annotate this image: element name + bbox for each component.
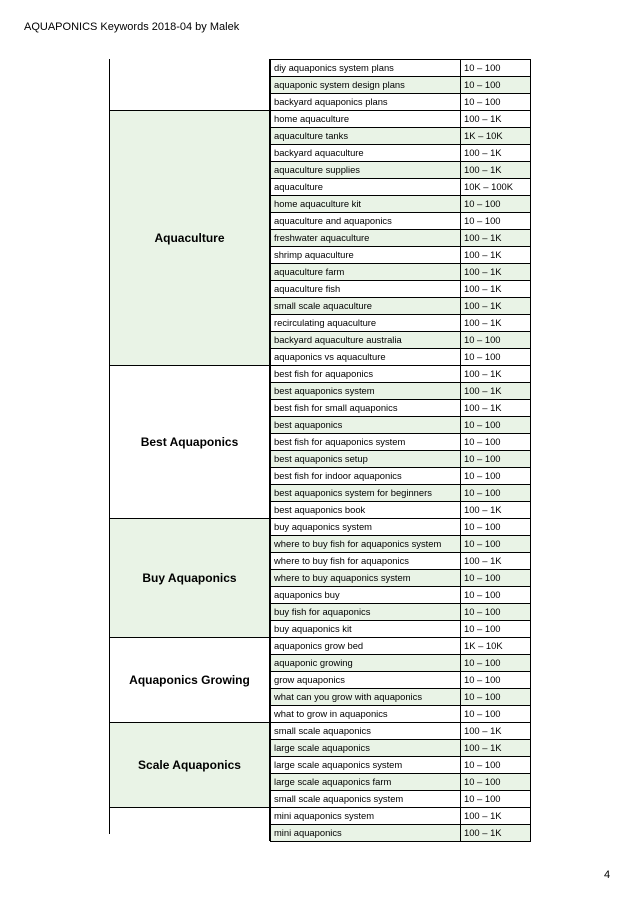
table-row bbox=[271, 791, 531, 808]
table-row bbox=[271, 774, 531, 791]
search-volume-cell: 100 – 1K bbox=[461, 723, 531, 740]
keyword-group bbox=[110, 637, 270, 722]
table-row bbox=[271, 451, 531, 468]
group-label: Buy Aquaponics bbox=[142, 570, 237, 585]
search-volume-cell: 10 – 100 bbox=[461, 60, 531, 77]
search-volume-cell: 10 – 100 bbox=[461, 332, 531, 349]
group-divider bbox=[109, 807, 270, 808]
keyword-cell: aquaponic system design plans bbox=[271, 77, 461, 94]
table-row bbox=[271, 94, 531, 111]
table-row bbox=[271, 808, 531, 825]
keyword-cell: diy aquaponics system plans bbox=[271, 60, 461, 77]
table-row bbox=[271, 723, 531, 740]
keyword-group bbox=[110, 518, 270, 637]
keyword-cell: small scale aquaponics bbox=[271, 723, 461, 740]
search-volume-cell: 10 – 100 bbox=[461, 604, 531, 621]
keyword-cell: aquaponic growing bbox=[271, 655, 461, 672]
table-row bbox=[271, 655, 531, 672]
table-row bbox=[271, 502, 531, 519]
search-volume-cell: 100 – 1K bbox=[461, 230, 531, 247]
page-number: 4 bbox=[604, 869, 611, 881]
table-row bbox=[271, 264, 531, 281]
table-row bbox=[271, 621, 531, 638]
keyword-cell: mini aquaponics bbox=[271, 825, 461, 842]
group-divider bbox=[109, 365, 270, 366]
search-volume-cell: 10K – 100K bbox=[461, 179, 531, 196]
table-row bbox=[271, 553, 531, 570]
keyword-cell: aquaponics buy bbox=[271, 587, 461, 604]
search-volume-cell: 10 – 100 bbox=[461, 468, 531, 485]
search-volume-cell: 10 – 100 bbox=[461, 536, 531, 553]
table-row bbox=[271, 434, 531, 451]
table-row bbox=[271, 570, 531, 587]
keyword-cell: best aquaponics system bbox=[271, 383, 461, 400]
keyword-cell: shrimp aquaculture bbox=[271, 247, 461, 264]
search-volume-cell: 1K – 10K bbox=[461, 638, 531, 655]
search-volume-cell: 10 – 100 bbox=[461, 706, 531, 723]
table-row bbox=[271, 706, 531, 723]
keyword-cell: best fish for aquaponics system bbox=[271, 434, 461, 451]
search-volume-cell: 100 – 1K bbox=[461, 162, 531, 179]
keyword-table bbox=[270, 59, 531, 842]
table-row bbox=[271, 179, 531, 196]
table-row bbox=[271, 366, 531, 383]
search-volume-cell: 10 – 100 bbox=[461, 485, 531, 502]
table-row bbox=[271, 757, 531, 774]
group-divider bbox=[109, 518, 270, 519]
table-row bbox=[271, 247, 531, 264]
keyword-cell: best fish for aquaponics bbox=[271, 366, 461, 383]
search-volume-cell: 100 – 1K bbox=[461, 298, 531, 315]
table-row bbox=[271, 281, 531, 298]
table-row bbox=[271, 60, 531, 77]
keyword-cell: large scale aquaponics bbox=[271, 740, 461, 757]
keyword-cell: what can you grow with aquaponics bbox=[271, 689, 461, 706]
keyword-cell: backyard aquaponics plans bbox=[271, 94, 461, 111]
keyword-cell: where to buy fish for aquaponics system bbox=[271, 536, 461, 553]
table-row bbox=[271, 519, 531, 536]
keyword-cell: aquaculture bbox=[271, 179, 461, 196]
search-volume-cell: 100 – 1K bbox=[461, 400, 531, 417]
table-row bbox=[271, 485, 531, 502]
search-volume-cell: 10 – 100 bbox=[461, 774, 531, 791]
keyword-cell: aquaponics grow bed bbox=[271, 638, 461, 655]
table-row bbox=[271, 468, 531, 485]
group-divider bbox=[109, 110, 270, 111]
table-row bbox=[271, 417, 531, 434]
search-volume-cell: 100 – 1K bbox=[461, 383, 531, 400]
keyword-cell: buy aquaponics kit bbox=[271, 621, 461, 638]
keyword-group bbox=[110, 110, 270, 365]
keyword-cell: grow aquaponics bbox=[271, 672, 461, 689]
search-volume-cell: 10 – 100 bbox=[461, 451, 531, 468]
table-row bbox=[271, 400, 531, 417]
search-volume-cell: 10 – 100 bbox=[461, 689, 531, 706]
search-volume-cell: 100 – 1K bbox=[461, 145, 531, 162]
keyword-cell: recirculating aquaculture bbox=[271, 315, 461, 332]
search-volume-cell: 1K – 10K bbox=[461, 128, 531, 145]
table-row bbox=[271, 111, 531, 128]
keyword-cell: aquaculture supplies bbox=[271, 162, 461, 179]
keyword-group bbox=[110, 722, 270, 807]
search-volume-cell: 100 – 1K bbox=[461, 247, 531, 264]
table-row bbox=[271, 145, 531, 162]
table-row bbox=[271, 604, 531, 621]
search-volume-cell: 100 – 1K bbox=[461, 502, 531, 519]
table-row bbox=[271, 196, 531, 213]
search-volume-cell: 100 – 1K bbox=[461, 315, 531, 332]
table-row bbox=[271, 298, 531, 315]
table-row bbox=[271, 349, 531, 366]
table-row bbox=[271, 213, 531, 230]
table-row bbox=[271, 315, 531, 332]
keyword-cell: backyard aquaculture bbox=[271, 145, 461, 162]
table-row bbox=[271, 162, 531, 179]
table-row bbox=[271, 740, 531, 757]
search-volume-cell: 100 – 1K bbox=[461, 281, 531, 298]
keyword-cell: freshwater aquaculture bbox=[271, 230, 461, 247]
search-volume-cell: 100 – 1K bbox=[461, 366, 531, 383]
keyword-cell: best aquaponics bbox=[271, 417, 461, 434]
keyword-cell: aquaculture and aquaponics bbox=[271, 213, 461, 230]
group-label: Aquaponics Growing bbox=[129, 672, 250, 687]
table-row bbox=[271, 587, 531, 604]
keyword-cell: buy fish for aquaponics bbox=[271, 604, 461, 621]
keyword-cell: what to grow in aquaponics bbox=[271, 706, 461, 723]
keyword-cell: aquaculture tanks bbox=[271, 128, 461, 145]
keyword-cell: small scale aquaculture bbox=[271, 298, 461, 315]
table-row bbox=[271, 825, 531, 842]
search-volume-cell: 10 – 100 bbox=[461, 213, 531, 230]
keyword-group bbox=[110, 807, 270, 841]
keyword-cell: mini aquaponics system bbox=[271, 808, 461, 825]
keyword-group bbox=[110, 59, 270, 110]
document-header: AQUAPONICS Keywords 2018-04 by Malek bbox=[24, 21, 240, 33]
keyword-cell: aquaculture farm bbox=[271, 264, 461, 281]
search-volume-cell: 100 – 1K bbox=[461, 808, 531, 825]
keyword-cell: best aquaponics book bbox=[271, 502, 461, 519]
group-divider bbox=[109, 637, 270, 638]
keyword-cell: home aquaculture kit bbox=[271, 196, 461, 213]
search-volume-cell: 10 – 100 bbox=[461, 434, 531, 451]
keyword-cell: best fish for indoor aquaponics bbox=[271, 468, 461, 485]
search-volume-cell: 100 – 1K bbox=[461, 825, 531, 842]
keyword-cell: backyard aquaculture australia bbox=[271, 332, 461, 349]
search-volume-cell: 100 – 1K bbox=[461, 740, 531, 757]
keyword-cell: large scale aquaponics system bbox=[271, 757, 461, 774]
keyword-cell: home aquaculture bbox=[271, 111, 461, 128]
table-row bbox=[271, 383, 531, 400]
table-row bbox=[271, 536, 531, 553]
search-volume-cell: 10 – 100 bbox=[461, 757, 531, 774]
search-volume-cell: 10 – 100 bbox=[461, 417, 531, 434]
group-label: Aquaculture bbox=[154, 230, 225, 245]
group-divider bbox=[109, 722, 270, 723]
keyword-cell: aquaculture fish bbox=[271, 281, 461, 298]
search-volume-cell: 10 – 100 bbox=[461, 94, 531, 111]
keyword-cell: best aquaponics setup bbox=[271, 451, 461, 468]
table-row bbox=[271, 332, 531, 349]
search-volume-cell: 10 – 100 bbox=[461, 791, 531, 808]
keyword-cell: best aquaponics system for beginners bbox=[271, 485, 461, 502]
keyword-cell: large scale aquaponics farm bbox=[271, 774, 461, 791]
group-label: Scale Aquaponics bbox=[138, 757, 241, 772]
search-volume-cell: 10 – 100 bbox=[461, 621, 531, 638]
search-volume-cell: 100 – 1K bbox=[461, 111, 531, 128]
search-volume-cell: 10 – 100 bbox=[461, 77, 531, 94]
keyword-cell: where to buy aquaponics system bbox=[271, 570, 461, 587]
search-volume-cell: 10 – 100 bbox=[461, 570, 531, 587]
search-volume-cell: 10 – 100 bbox=[461, 672, 531, 689]
search-volume-cell: 100 – 1K bbox=[461, 264, 531, 281]
table-row bbox=[271, 230, 531, 247]
group-label: Best Aquaponics bbox=[140, 434, 239, 449]
keyword-cell: small scale aquaponics system bbox=[271, 791, 461, 808]
search-volume-cell: 10 – 100 bbox=[461, 519, 531, 536]
keyword-cell: where to buy fish for aquaponics bbox=[271, 553, 461, 570]
table-row bbox=[271, 689, 531, 706]
search-volume-cell: 10 – 100 bbox=[461, 349, 531, 366]
table-row bbox=[271, 672, 531, 689]
search-volume-cell: 10 – 100 bbox=[461, 655, 531, 672]
keyword-cell: aquaponics vs aquaculture bbox=[271, 349, 461, 366]
keyword-group bbox=[110, 365, 270, 518]
table-row bbox=[271, 638, 531, 655]
keyword-cell: best fish for small aquaponics bbox=[271, 400, 461, 417]
keyword-cell: buy aquaponics system bbox=[271, 519, 461, 536]
table-row bbox=[271, 77, 531, 94]
search-volume-cell: 100 – 1K bbox=[461, 553, 531, 570]
table-row bbox=[271, 128, 531, 145]
search-volume-cell: 10 – 100 bbox=[461, 196, 531, 213]
search-volume-cell: 10 – 100 bbox=[461, 587, 531, 604]
